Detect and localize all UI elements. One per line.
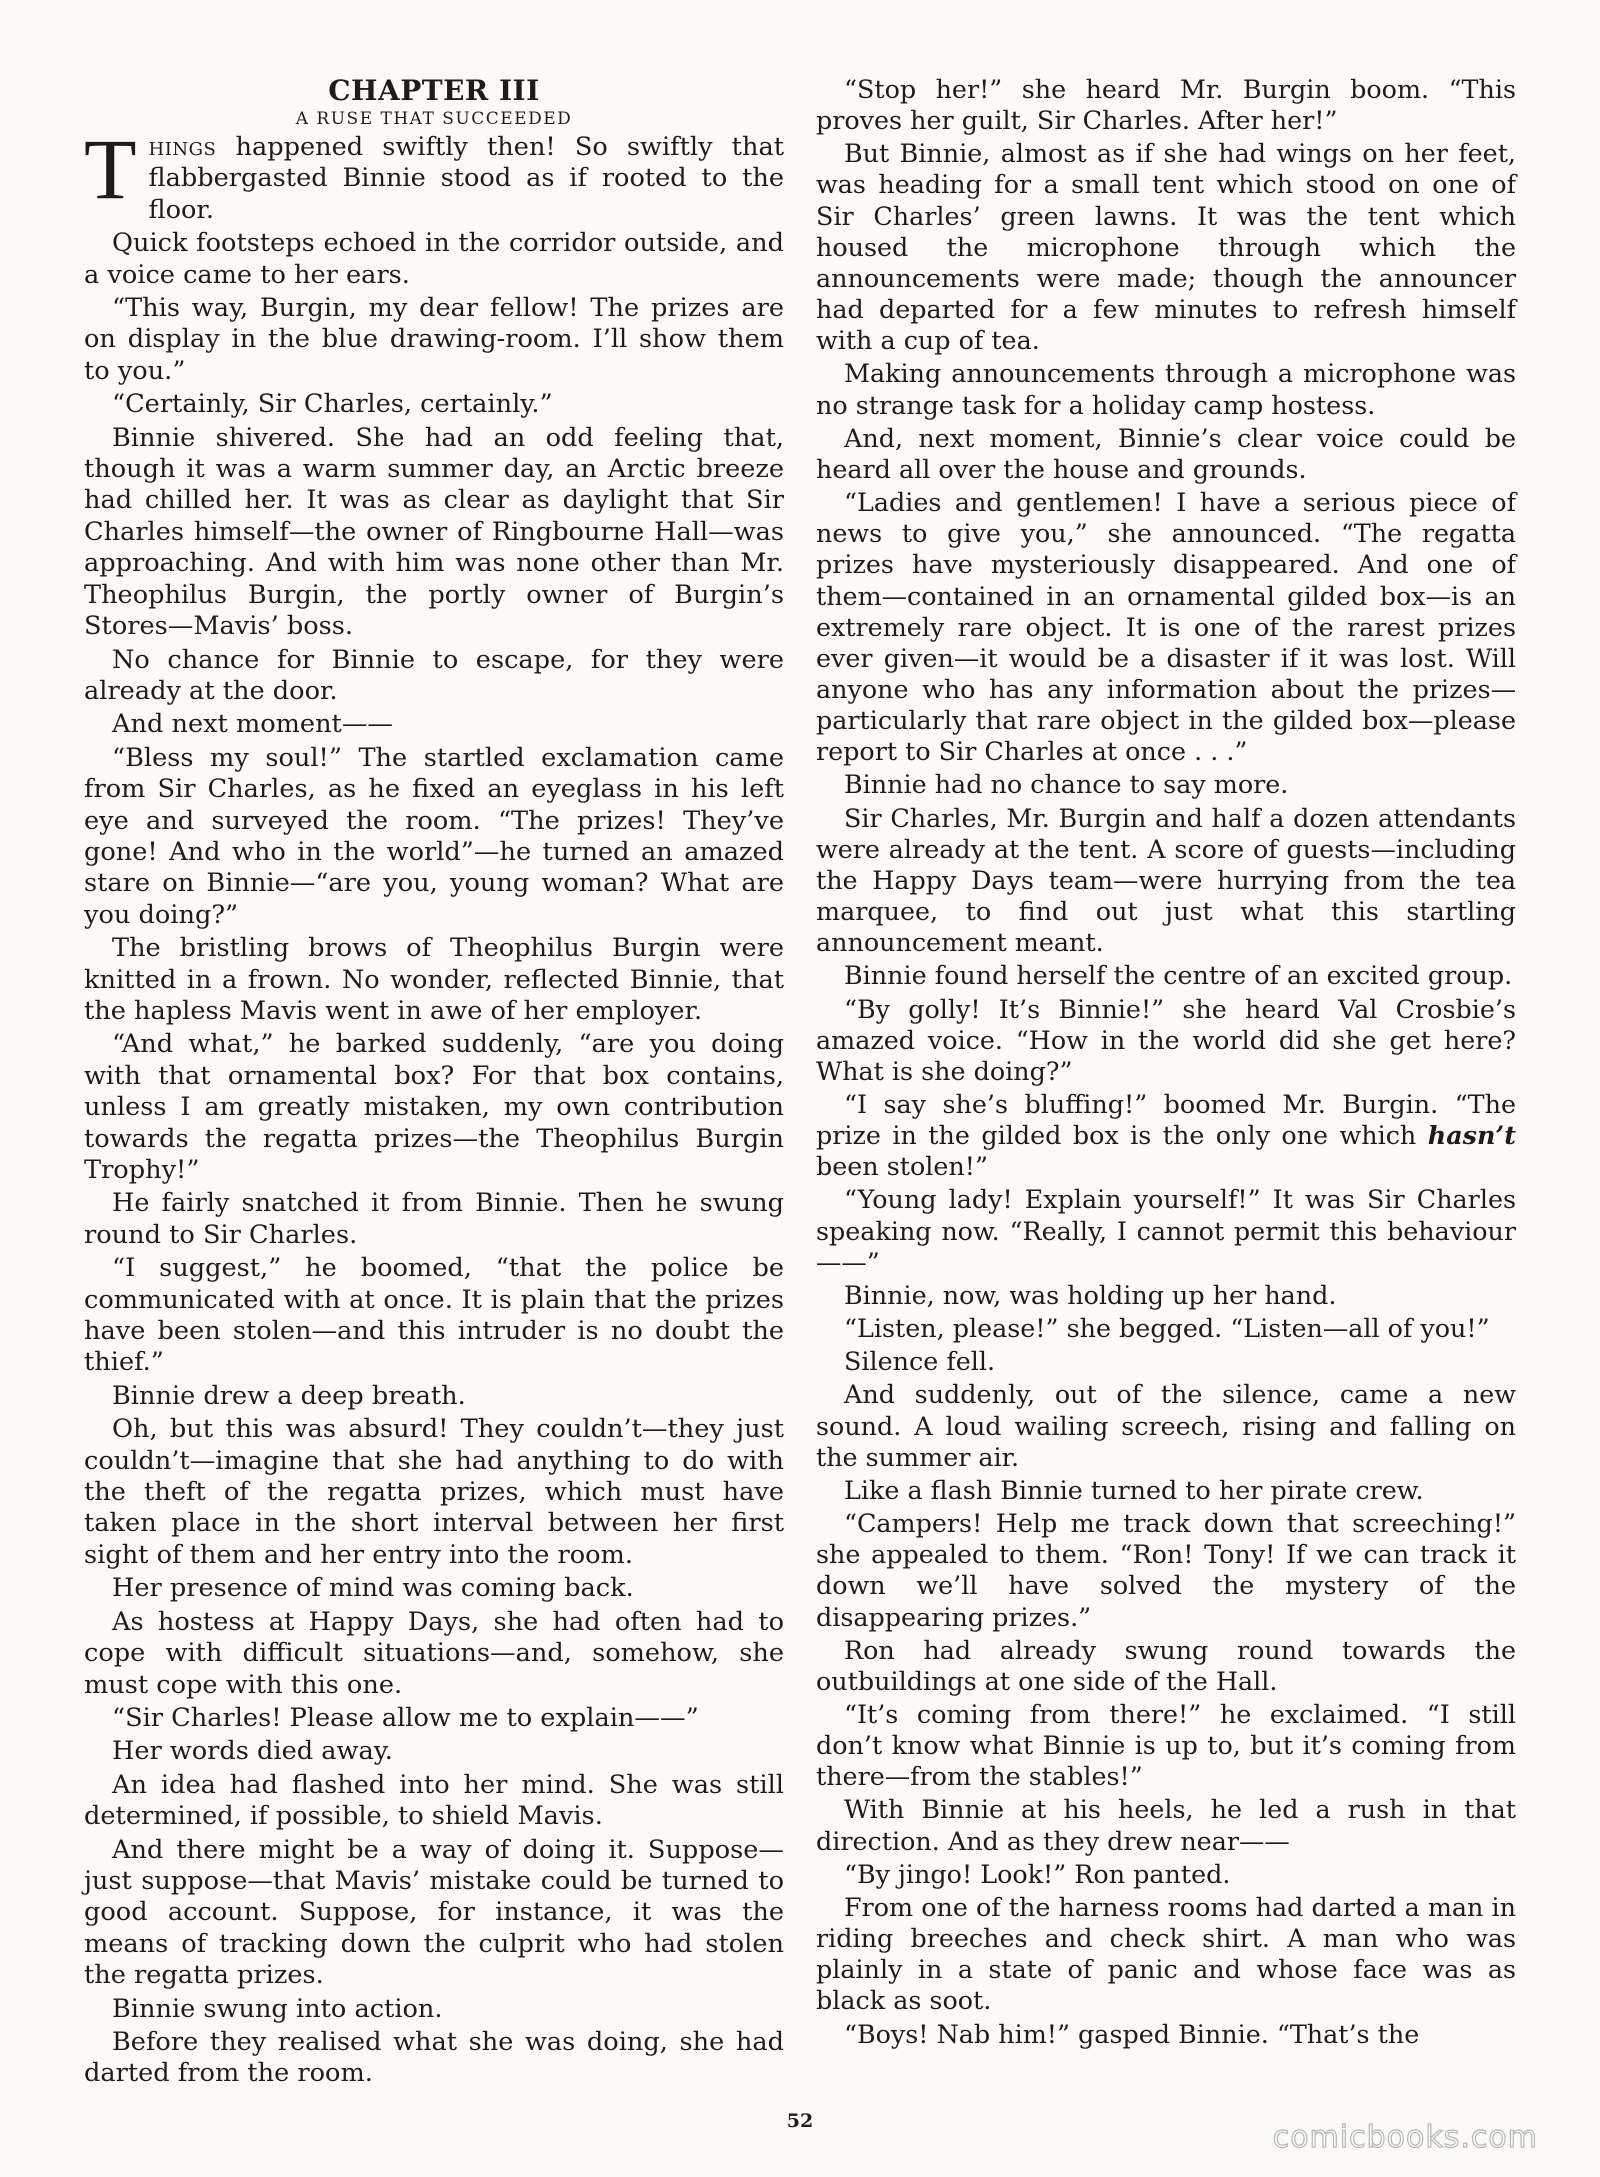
paragraph: “Stop her!” she heard Mr. Burgin boom. “This proves her guilt, Sir Charles. After her!” [816,74,1516,136]
paragraph: Binnie shivered. She had an odd feeling that, though it was a warm summer day, an Arctic breeze had chilled her. It was as clear as daylight that Sir Charles himself—the owner of Ringbourne Hall—was approaching. And with him was none other than Mr. Theophilus Burgin, the portly owner of Burgin’s Stores—Mavis’ boss. [84,422,784,642]
paragraph: And, next moment, Binnie’s clear voice could be heard all over the house and grounds. [816,422,1516,484]
paragraph: “Young lady! Explain yourself!” It was Sir Charles speaking now. “Really, I cannot permit this behaviour——” [816,1184,1516,1277]
paragraph: “It’s coming from there!” he exclaimed. “I still don’t know what Binnie is up to, but it’s coming from there—from the stables!” [816,1698,1516,1792]
paragraph: “This way, Burgin, my dear fellow! The prizes are on display in the blue drawing-room. I’ll show them to you.” [84,293,784,386]
watermark: comicbooks.com [1272,2120,1538,2155]
paragraph: “I suggest,” he boomed, “that the police be communicated with at once. It is plain that the prizes have been stolen—and this intruder is no doubt the thief.” [84,1253,784,1378]
chapter-title: CHAPTER III [328,74,540,107]
paragraph: “Ladies and gentlemen! I have a serious piece of news to give you,” she announced. “The regatta prizes have mysteriously disappeared. And one of them—contained in an ornamental gilded box—is an extremely rare object. It is one of the rarest prizes ever given—it would be a disaster if it was lost. Will anyone who has any information about the prizes—particularly that rare object in the gilded box—please report to Sir Charles at once . . .” [816,487,1516,767]
paragraph: As hostess at Happy Days, she had often had to cope with difficult situations—and, somehow, she must cope with this one. [84,1606,784,1700]
paragraph: “Boys! Nab him!” gasped Binnie. “That’s the [844,2018,1420,2049]
paragraph: And next moment—— [112,709,394,740]
paragraph: Oh, but this was absurd! They couldn’t—they just couldn’t—imagine that she had anything to do with the theft of the regatta prizes, which must have taken place in the short interval between her first sight of them and her entry into the room. [84,1414,784,1570]
opening-paragraph [84,121,784,226]
paragraph: “And what,” he barked suddenly, “are you doing with that ornamental box? For that box contains, unless I am greatly mistaken, my own contribution towards the regatta prizes—the Theophilus Burgin Trophy!” [84,1029,784,1185]
paragraph: And suddenly, out of the silence, came a new sound. A loud wailing screech, rising and falling on the summer air. [816,1379,1516,1472]
paragraph: “By jingo! Look!” Ron panted. [844,1858,1231,1889]
paragraph: Her words died away. [112,1736,393,1767]
paragraph: The bristling brows of Theophilus Burgin were knitted in a frown. No wonder, reflected Binnie, that the hapless Mavis went in awe of her employer. [84,933,784,1026]
paragraph: Ron had already swung round towards the outbuildings at one side of the Hall. [816,1634,1516,1696]
paragraph: Sir Charles, Mr. Burgin and half a dozen attendants were already at the tent. A score of guests—including the Happy Days team—were hurrying from the tea marquee, to find out just what this startling announcement meant. [816,802,1516,958]
paragraph: Like a flash Binnie turned to her pirate crew. [844,1474,1424,1505]
page-number: 52 [786,2110,814,2132]
paragraph: “By golly! It’s Binnie!” she heard Val Crosbie’s amazed voice. “How in the world did she get here? What is she doing?” [816,993,1516,1086]
paragraph: With Binnie at his heels, he led a rush in that direction. And as they drew near—— [816,1794,1516,1856]
paragraph: Before they realised what she was doing, she had darted from the room. [84,2026,784,2089]
paragraph: Binnie had no chance to say more. [844,769,1289,800]
paragraph: “Bless my soul!” The startled exclamation came from Sir Charles, as he fixed an eyeglass in his left eye and surveyed the room. “The prizes! They’ve gone! And who in the world”—he turned an amazed stare on Binnie—“are you, young woman? What are you doing?” [84,742,784,930]
paragraph: “Campers! Help me track down that screeching!” she appealed to them. “Ron! Tony! If we can track it down we’ll have solved the mystery of the disappearing prizes.” [816,1508,1516,1632]
paragraph: Binnie, now, was holding up her hand. [844,1279,1337,1310]
paragraph: He fairly snatched it from Binnie. Then he swung round to Sir Charles. [84,1188,784,1250]
paragraph: Binnie drew a deep breath. [112,1380,466,1411]
paragraph: “Certainly, Sir Charles, certainly.” [112,389,553,420]
paragraph: Her presence of mind was coming back. [112,1573,634,1604]
paragraph: An idea had flashed into her mind. She was still determined, if possible, to shield Mavis. [84,1769,784,1832]
opening-text: happened swiftly then! So swiftly that flabbergasted Binnie stood as if rooted to the floor. [148,132,784,225]
paragraph: No chance for Binnie to escape, for they were already at the door. [84,644,784,706]
paragraph: Quick footsteps echoed in the corridor outside, and a voice came to her ears. [84,228,784,290]
paragraph: “Sir Charles! Please allow me to explain——” [112,1702,699,1733]
paragraph: Binnie swung into action. [112,1993,443,2024]
paragraph-with-emphasis [816,1089,1516,1182]
paragraph: But Binnie, almost as if she had wings on her feet, was heading for a small tent which stood on one of Sir Charles’ green lawns. It was the tent which housed the microphone through which the announcements were made; though the announcer had departed for a few minutes to refresh himself with a cup of tea. [816,138,1516,356]
emphasis: hasn’t [1427,1120,1516,1151]
left-column [84,74,784,2092]
chapter-subtitle: A RUSE THAT SUCCEEDED [295,109,573,129]
drop-cap: T [84,121,137,217]
paragraph: And there might be a way of doing it. Suppose—just suppose—that Mavis’ mistake could be turned to good account. Suppose, for instance, it was the means of tracking down the culprit who had stolen the regatta prizes. [84,1834,784,1991]
text-span: “I say she’s bluffing!” boomed Mr. Burgin. “The prize in the gilded box is the only one which [816,1089,1516,1151]
paragraph: From one of the harness rooms had darted a man in riding breeches and check shirt. A man who was plainly in a state of panic and whose face was as black as soot. [816,1891,1516,2016]
text-span: been stolen!” [816,1151,988,1182]
paragraph: Making announcements through a microphone was no strange task for a holiday camp hostess. [816,358,1516,420]
opening-word: hings [148,132,217,162]
paragraph: “Listen, please!” she begged. “Listen—all of you!” [844,1313,1490,1344]
paragraph: Silence fell. [844,1346,996,1377]
right-column [816,74,1516,2052]
paragraph: Binnie found herself the centre of an excited group. [844,960,1513,991]
